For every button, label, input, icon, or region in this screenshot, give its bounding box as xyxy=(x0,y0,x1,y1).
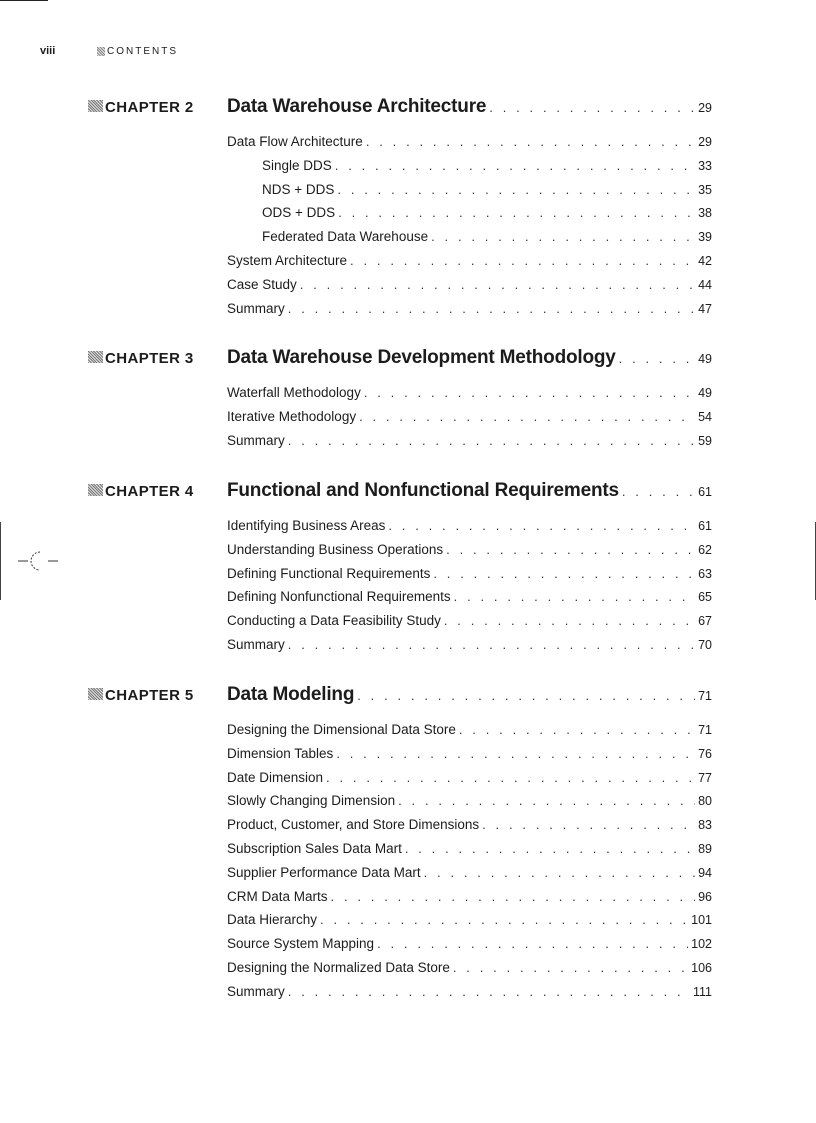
toc-entry[interactable] xyxy=(227,433,712,457)
chapter-texture-icon xyxy=(88,100,103,112)
chapter-texture-icon xyxy=(88,351,103,363)
entry-page-number: 61 xyxy=(698,519,712,533)
chapter-page-number: 61 xyxy=(698,485,712,499)
toc-entry[interactable] xyxy=(227,746,712,770)
leader-dots xyxy=(446,542,695,557)
chapter-texture-icon xyxy=(88,484,103,496)
entry-page-number: 94 xyxy=(698,865,712,880)
toc-entry[interactable] xyxy=(227,385,712,409)
leader-dots xyxy=(335,158,695,173)
entry-title: Iterative Methodology xyxy=(227,408,357,424)
leader-dots xyxy=(288,433,695,448)
chapter-label xyxy=(88,350,227,367)
entry-page-number: 102 xyxy=(691,937,712,952)
leader-dots xyxy=(433,566,695,581)
toc-entry[interactable] xyxy=(227,277,712,301)
entry-page-number: 106 xyxy=(691,960,712,975)
entry-title: Product, Customer, and Store Dimensions xyxy=(227,817,480,833)
entry-title: Conducting a Data Feasibility Study xyxy=(227,613,441,629)
chapter-entries xyxy=(227,134,712,324)
entry-title: Dimension Tables xyxy=(227,745,334,761)
entry-title: Designing the Normalized Data Store xyxy=(227,959,450,975)
entry-page-number: 71 xyxy=(698,723,712,737)
entry-page-number: 89 xyxy=(698,841,712,856)
entry-title: Defining Functional Requirements xyxy=(227,565,431,581)
entry-page-number: 54 xyxy=(698,409,712,424)
chapter-label-text: CHAPTER 4 xyxy=(105,483,194,500)
chapter-heading xyxy=(88,480,712,510)
chapter-4 xyxy=(88,480,712,661)
chapter-entries xyxy=(227,518,712,661)
entry-page-number: 62 xyxy=(698,542,712,557)
toc-subentry[interactable] xyxy=(227,205,712,229)
running-head-title: CONTENTS xyxy=(107,45,178,57)
leader-dots xyxy=(424,865,696,880)
chapter-page-number: 71 xyxy=(698,689,712,703)
toc-entry[interactable] xyxy=(227,912,712,936)
leader-dots xyxy=(482,817,695,832)
chapter-label xyxy=(88,99,227,116)
crop-mark-left xyxy=(0,522,1,600)
chapter-page-number: 29 xyxy=(698,101,712,115)
leader-dots xyxy=(326,770,695,785)
entry-page-number: 76 xyxy=(698,746,712,761)
entry-title: Data Hierarchy xyxy=(227,912,318,928)
toc-entry[interactable] xyxy=(227,566,712,590)
entry-title: NDS + DDS xyxy=(262,181,335,197)
crop-mark-top xyxy=(0,0,48,1)
chapter-title: Data Modeling xyxy=(227,684,355,705)
toc-entry[interactable] xyxy=(227,253,712,277)
entry-page-number: 77 xyxy=(698,770,712,785)
entry-page-number: 111 xyxy=(692,984,712,999)
chapter-label-text: CHAPTER 5 xyxy=(105,687,194,704)
header-texture-icon xyxy=(97,47,105,56)
leader-dots xyxy=(619,351,695,366)
leader-dots xyxy=(454,589,695,604)
entry-title: Summary xyxy=(227,983,285,999)
entry-page-number: 80 xyxy=(698,794,712,809)
toc-entry[interactable] xyxy=(227,722,712,746)
toc-subentry[interactable] xyxy=(227,182,712,206)
toc-entry[interactable] xyxy=(227,409,712,433)
leader-dots xyxy=(320,912,688,927)
entry-title: ODS + DDS xyxy=(262,205,336,221)
leader-dots xyxy=(453,960,688,975)
entry-title: Subscription Sales Data Mart xyxy=(227,840,402,856)
chapter-5 xyxy=(88,684,712,1008)
chapter-texture-icon xyxy=(88,688,103,700)
leader-dots xyxy=(489,100,695,115)
chapter-entries xyxy=(227,722,712,1008)
entry-page-number: 65 xyxy=(698,590,712,605)
entry-page-number: 83 xyxy=(698,818,712,833)
toc-entry[interactable] xyxy=(227,589,712,613)
entry-page-number: 29 xyxy=(698,135,712,149)
entry-page-number: 59 xyxy=(698,433,712,448)
leader-dots xyxy=(431,229,695,244)
chapter-entries xyxy=(227,385,712,456)
page-folio: viii xyxy=(40,45,56,57)
leader-dots xyxy=(377,936,688,951)
running-head xyxy=(40,44,178,58)
toc-entry[interactable] xyxy=(227,542,712,566)
toc-subentry[interactable] xyxy=(227,158,712,182)
entry-title: Summary xyxy=(227,432,285,448)
toc-entry[interactable] xyxy=(227,613,712,637)
entry-page-number: 35 xyxy=(698,182,712,197)
chapter-title: Data Warehouse Architecture xyxy=(227,96,487,117)
leader-dots xyxy=(366,134,695,149)
entry-title: Summary xyxy=(227,636,285,652)
chapter-label xyxy=(88,687,227,704)
entry-title: Waterfall Methodology xyxy=(227,385,361,400)
entry-page-number: 42 xyxy=(698,253,712,268)
entry-title: CRM Data Marts xyxy=(227,888,328,904)
toc-subentry[interactable] xyxy=(227,229,712,253)
entry-page-number: 49 xyxy=(698,386,712,400)
toc-entry[interactable] xyxy=(227,793,712,817)
entry-page-number: 38 xyxy=(698,206,712,221)
chapter-heading xyxy=(88,347,712,377)
entry-title: Supplier Performance Data Mart xyxy=(227,864,421,880)
chapter-heading xyxy=(88,96,712,126)
entry-title: Understanding Business Operations xyxy=(227,541,444,557)
chapter-title: Data Warehouse Development Methodology xyxy=(227,347,616,368)
entry-title: Slowly Changing Dimension xyxy=(227,793,396,809)
entry-page-number: 67 xyxy=(698,614,712,629)
leader-dots xyxy=(350,253,695,268)
entry-page-number: 63 xyxy=(698,566,712,581)
toc-entry[interactable] xyxy=(227,770,712,794)
toc-entry[interactable] xyxy=(227,301,712,325)
leader-dots xyxy=(331,889,696,904)
leader-dots xyxy=(405,841,695,856)
chapter-3 xyxy=(88,347,712,456)
toc-entry[interactable] xyxy=(227,134,712,158)
chapter-heading xyxy=(88,684,712,714)
toc-entry[interactable] xyxy=(227,518,712,542)
leader-dots xyxy=(398,793,695,808)
entry-page-number: 44 xyxy=(698,277,712,292)
leader-dots xyxy=(359,409,695,424)
entry-title: Designing the Dimensional Data Store xyxy=(227,722,456,737)
leader-dots xyxy=(357,688,695,703)
leader-dots xyxy=(288,301,695,316)
leader-dots xyxy=(388,518,695,533)
entry-title: System Architecture xyxy=(227,252,348,268)
chapter-label-text: CHAPTER 2 xyxy=(105,99,194,116)
entry-page-number: 33 xyxy=(698,158,712,173)
entry-title: Defining Nonfunctional Requirements xyxy=(227,589,451,605)
toc-entry[interactable] xyxy=(227,936,712,960)
entry-title: Summary xyxy=(227,300,285,316)
entry-title: Case Study xyxy=(227,276,297,292)
entry-title: Identifying Business Areas xyxy=(227,518,386,533)
toc-entry[interactable] xyxy=(227,817,712,841)
leader-dots xyxy=(337,182,695,197)
registration-mark-icon xyxy=(18,548,62,578)
entry-page-number: 47 xyxy=(698,301,712,316)
leader-dots xyxy=(364,385,695,400)
leader-dots xyxy=(338,205,695,220)
entry-page-number: 70 xyxy=(698,637,712,652)
entry-page-number: 101 xyxy=(691,913,712,928)
toc-entry[interactable] xyxy=(227,984,712,1008)
chapter-title: Functional and Nonfunctional Requirements xyxy=(227,480,619,501)
chapter-label-text: CHAPTER 3 xyxy=(105,350,194,367)
toc-entry[interactable] xyxy=(227,889,712,913)
leader-dots xyxy=(288,637,695,652)
entry-title: Single DDS xyxy=(262,157,332,173)
chapter-label xyxy=(88,483,227,500)
leader-dots xyxy=(336,746,695,761)
toc-entry[interactable] xyxy=(227,960,712,984)
leader-dots xyxy=(288,984,690,999)
leader-dots xyxy=(300,277,695,292)
chapter-2 xyxy=(88,96,712,324)
entry-title: Federated Data Warehouse xyxy=(262,229,429,245)
entry-page-number: 39 xyxy=(698,230,712,245)
entry-title: Date Dimension xyxy=(227,769,324,785)
leader-dots xyxy=(444,613,695,628)
leader-dots xyxy=(459,722,695,737)
entry-title: Data Flow Architecture xyxy=(227,134,363,149)
leader-dots xyxy=(622,484,695,499)
toc-entry[interactable] xyxy=(227,841,712,865)
toc-entry[interactable] xyxy=(227,865,712,889)
toc-entry[interactable] xyxy=(227,637,712,661)
entry-page-number: 96 xyxy=(698,889,712,904)
chapter-page-number: 49 xyxy=(698,352,712,366)
entry-title: Source System Mapping xyxy=(227,936,375,952)
